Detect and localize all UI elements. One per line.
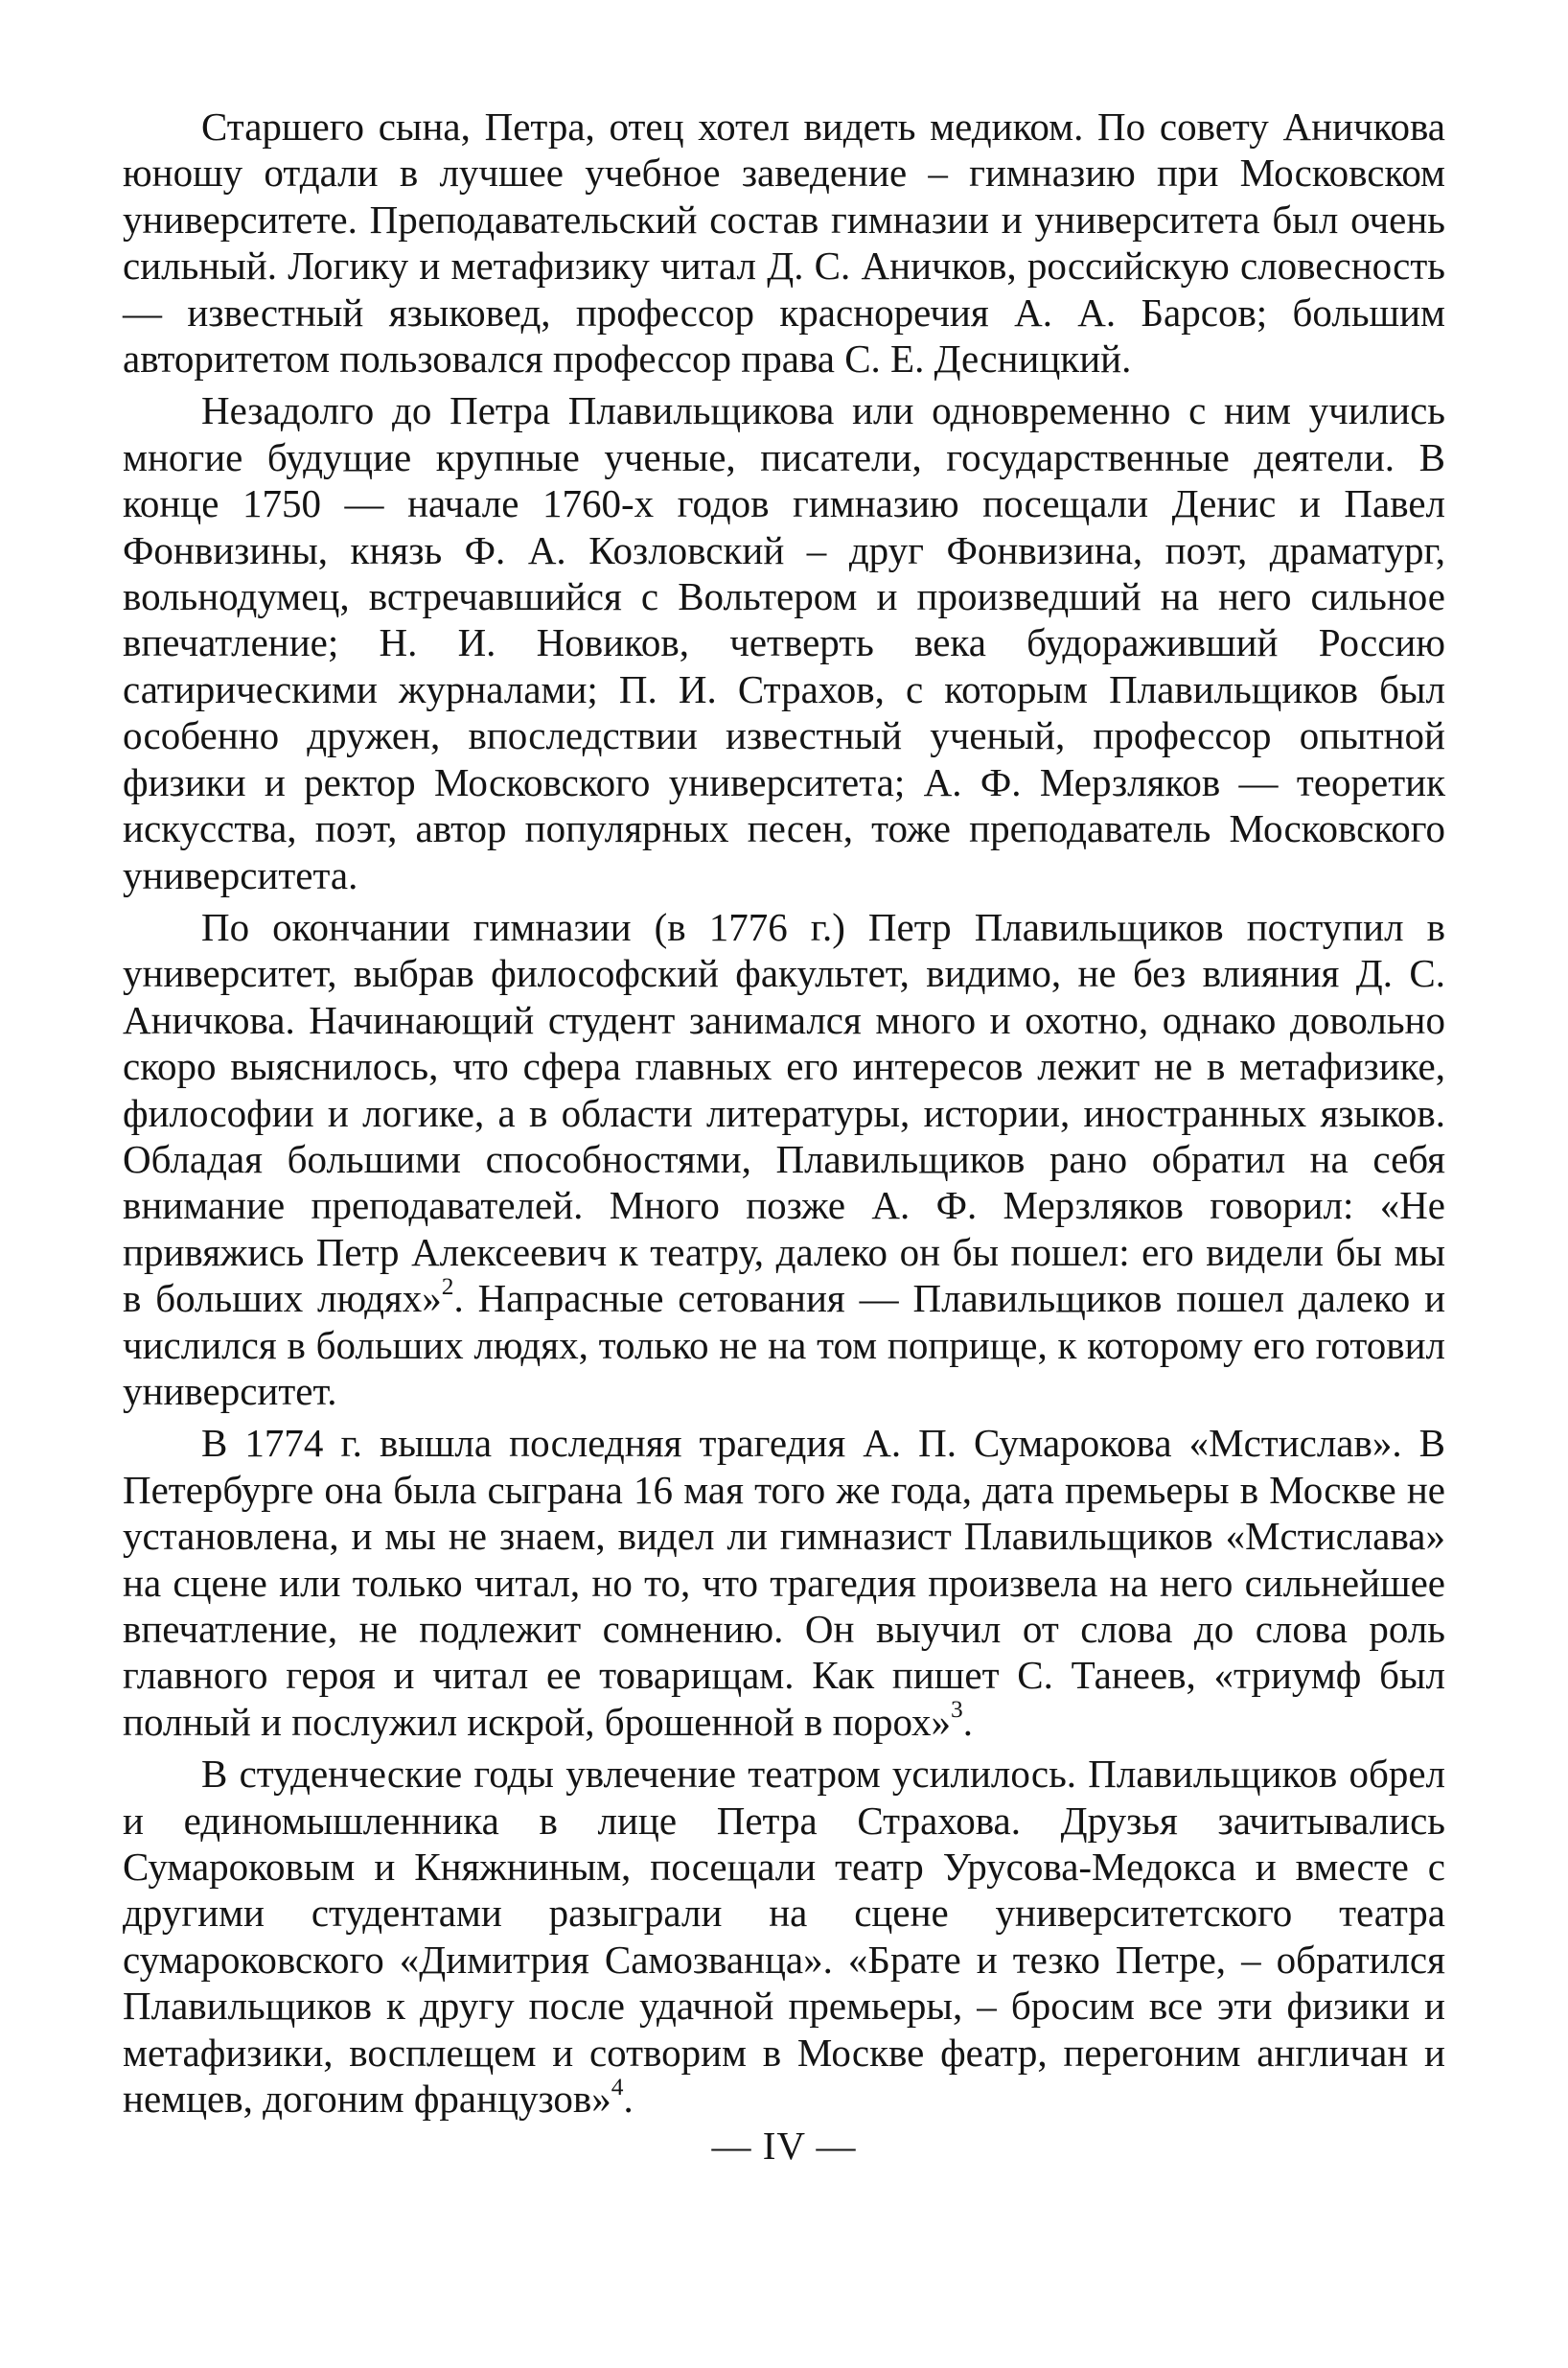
footnote-marker: 4 bbox=[611, 2073, 624, 2101]
paragraph-5 bbox=[123, 1751, 1445, 2122]
paragraph-3 bbox=[123, 904, 1445, 1414]
footnote-marker: 3 bbox=[951, 1696, 963, 1724]
paragraph-text: В 1774 г. вышла последняя трагедия А. П. Сумарокова «Мстислав». В Петербурге она была сыграна 16 мая того же года, дата премьеры в Москве не установлена, и мы не знаем, видел ли гимназист Плавильщиков «Мстислава» на сцене или только читал, но то, что трагедия произвела на него сильнейшее впечатление, не подлежит сомнению. Он выучил от слова до слова роль главного героя и читал ее товарищам. Как пишет С. Танеев, «триумф был полный и послужил искрой, брошенной в порох» bbox=[123, 1421, 1445, 1744]
paragraph-text: . bbox=[962, 1699, 973, 1744]
page-number: — IV — bbox=[711, 2124, 857, 2168]
paragraph-text: Старшего сына, Петра, отец хотел видеть медиком. По совету Аничкова юношу отдали в лучшее учебное заведение – гимназию при Московском университете. Преподавательский состав гимназии и университета был очень сильный. Логику и метафизику читал Д. С. Аничков, российскую словесность — известный языковед, профессор красноречия А. А. Барсов; большим авторитетом пользовался профессор права С. Е. Десницкий. bbox=[123, 104, 1445, 382]
paragraph-text: . Напрасные сетования — Плавильщиков пошел далеко и числился в больших людях, только не на том поприще, к которому его готовил университет. bbox=[123, 1276, 1446, 1413]
paragraph-1 bbox=[123, 104, 1445, 382]
paragraph-text: Незадолго до Петра Плавильщикова или одновременно с ним учились многие будущие крупные ученые, писатели, государственные деятели. В конце 1750 — начале 1760-х годов гимназию посещали Денис и Павел Фонвизины, князь Ф. А. Козловский – друг Фонвизина, поэт, драматург, вольнодумец, встречавшийся с Вольтером и произведший на него сильное впечатление; Н. И. Новиков, четверть века будораживший Россию сатирическими журналами; П. И. Страхов, с которым Плавильщиков был особенно дружен, впоследствии известный ученый, профессор опытной физики и ректор Московского университета; А. Ф. Мерзляков — теоретик искусства, поэт, автор популярных песен, тоже преподаватель Московского университета. bbox=[123, 388, 1445, 897]
page-body bbox=[123, 104, 1445, 2122]
paragraph-text: В студенческие годы увлечение театром усилилось. Плавильщиков обрел и единомышленника в лице Петра Страхова. Друзья зачитывались Сумароковым и Княжниным, посещали театр Урусова-Медокса и вместе с другими студентами разыграли на сцене университетского театра сумароковского «Димитрия Самозванца». «Брате и тезко Петре, – обратился Плавильщиков к другу после удачной премьеры, – бросим все эти физики и метафизики, восплещем и сотворим в Москве феатр, перегоним англичан и немцев, догоним французов» bbox=[123, 1752, 1445, 2122]
footnote-marker: 2 bbox=[441, 1272, 454, 1300]
paragraph-text: По окончании гимназии (в 1776 г.) Петр Плавильщиков поступил в университет, выбрав философский факультет, видимо, не без влияния Д. С. Аничкова. Начинающий студент занимался много и охотно, однако довольно скоро выяснилось, что сфера главных его интересов лежит не в метафизике, философии и логике, а в области литературы, истории, иностранных языков. Обладая большими способностями, Плавильщиков рано обратил на себя внимание преподавателей. Много позже А. Ф. Мерзляков говорил: «Не привяжись Петр Алексеевич к театру, далеко он бы пошел: его видели бы мы в больших людях» bbox=[123, 904, 1445, 1321]
paragraph-2 bbox=[123, 387, 1445, 897]
paragraph-4 bbox=[123, 1420, 1445, 1745]
paragraph-text: . bbox=[623, 2077, 634, 2122]
